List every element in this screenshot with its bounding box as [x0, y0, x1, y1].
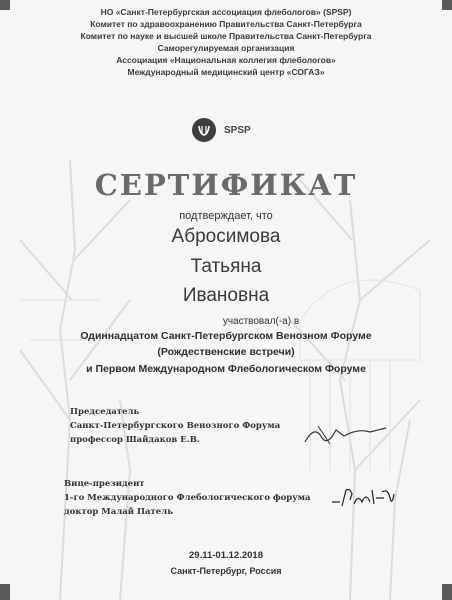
certificate-title: СЕРТИФИКАТ [94, 168, 358, 202]
organizer-line: НО «Санкт-Петербургская ассоциация флебологов» (SPSP) [100, 7, 352, 17]
signatory-role: Председатель [70, 407, 140, 417]
event-date: 29.11-01.12.2018 [189, 550, 263, 561]
signatory-name: доктор Малай Патель [64, 507, 173, 517]
organizer-line: Комитет по здравоохранению Правительства Санкт-Петербурга [90, 19, 362, 29]
signatory-vice-president [64, 477, 311, 519]
event-name-line: (Рождественские встречи) [157, 346, 295, 358]
recipient-first-name: Татьяна [190, 256, 262, 277]
recipient-surname: Абросимова [171, 226, 281, 247]
logo-text: SPSP [224, 124, 251, 136]
signatory-role: Вице-президент [64, 479, 145, 489]
signatory-chairman [70, 405, 280, 447]
spsp-emblem-icon [192, 118, 216, 142]
event-name-line: Одиннадцатом Санкт-Петербургском Венозном Форуме [80, 330, 372, 342]
organizer-line: Ассоциация «Национальная коллегия флебологов» [116, 55, 336, 65]
vice-president-signature [328, 484, 398, 512]
organizers-header [0, 6, 452, 78]
organizer-line: Комитет по науке и высшей школе Правительства Санкт-Петербурга [80, 31, 372, 41]
signatory-org: Санкт-Петербургского Венозного Форума [70, 421, 281, 431]
event-name-line: и Первом Международном Флебологическом Форуме [86, 363, 366, 375]
organizer-line: Саморегулируемая организация [157, 43, 295, 53]
signatory-name: профессор Шайдаков Е.В. [70, 435, 200, 445]
corner-mark [0, 584, 10, 600]
signatory-org: 1-го Международного Флебологического форума [64, 493, 311, 503]
participated-text: участвовал(-а) в [222, 316, 300, 327]
confirms-text: подтверждает, что [179, 210, 273, 222]
organizer-line: Международный медицинский центр «СОГАЗ» [127, 67, 325, 77]
event-city: Санкт-Петербург, Россия [170, 566, 282, 576]
corner-mark [442, 584, 452, 600]
recipient-patronymic: Ивановна [182, 285, 270, 306]
spsp-logo [192, 118, 251, 142]
chairman-signature [300, 418, 390, 448]
